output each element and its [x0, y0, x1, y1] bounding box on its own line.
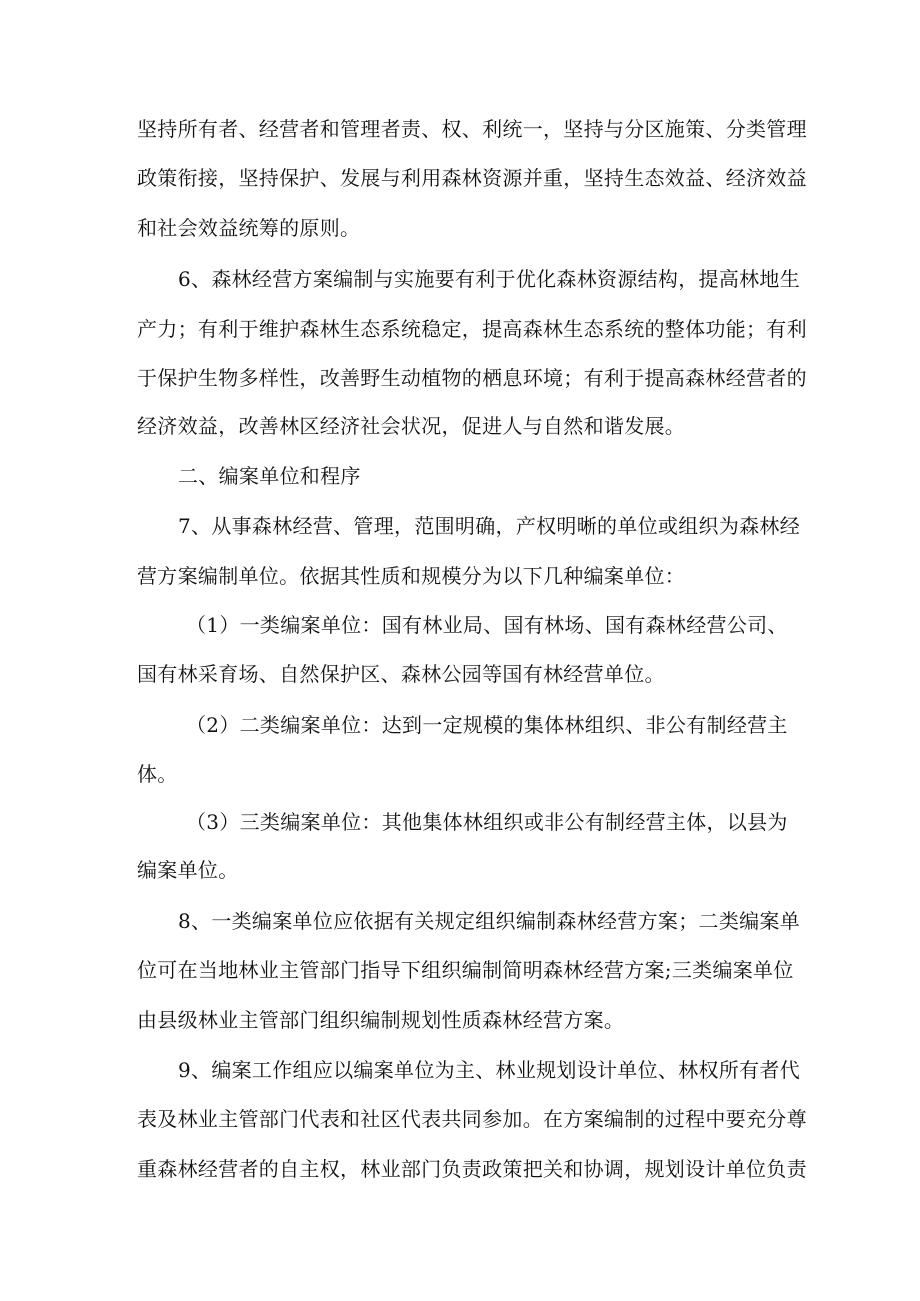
text-line-22: 重森林经营者的自主权，林业部门负责政策把关和协调，规划设计单位负责 — [137, 1157, 807, 1181]
text-line-18: 位可在当地林业主管部门指导下组织编制简明森林经营方案;三类编案单位 — [137, 958, 794, 982]
text-line-16: 编案单位。 — [137, 858, 239, 882]
text-line-4: 6、森林经营方案编制与实施要有利于优化森林资源结构，提高林地生 — [178, 267, 801, 291]
text-line-10: 营方案编制单位。依据其性质和规模分为以下几种编案单位： — [137, 564, 686, 588]
text-line-12: 国有林采育场、自然保护区、森林公园等国有林经营单位。 — [137, 662, 665, 686]
section-heading: 二、编案单位和程序 — [178, 464, 361, 488]
text-line-15: （3）三类编案单位：其他集体林组织或非公有制经营主体，以县为 — [186, 810, 788, 834]
text-line-20: 9、编案工作组应以编案单位为主、林业规划设计单位、林权所有者代 — [178, 1058, 801, 1082]
text-line-9: 7、从事森林经营、管理，范围明确，产权明晰的单位或组织为森林经 — [178, 514, 801, 538]
text-line-5: 产力；有利于维护森林生态系统稳定，提高森林生态系统的整体功能；有利 — [137, 317, 807, 341]
text-line-1: 坚持所有者、经营者和管理者责、权、利统一，坚持与分区施策、分类管理 — [137, 117, 807, 141]
text-line-3: 和社会效益统筹的原则。 — [137, 216, 361, 240]
text-line-19: 由县级林业主管部门组织编制规划性质森林经营方案。 — [137, 1008, 625, 1032]
text-line-7: 经济效益，改善林区经济社会状况，促进人与自然和谐发展。 — [137, 414, 686, 438]
text-line-14: 体。 — [137, 762, 178, 786]
text-line-6: 于保护生物多样性，改善野生动植物的栖息环境；有利于提高森林经营者的 — [137, 366, 807, 390]
text-line-13: （2）二类编案单位：达到一定规模的集体林组织、非公有制经营主 — [186, 713, 788, 737]
text-line-17: 8、一类编案单位应依据有关规定组织编制森林经营方案；二类编案单 — [178, 909, 801, 933]
text-line-11: （1）一类编案单位：国有林业局、国有林场、国有森林经营公司、 — [186, 613, 788, 637]
text-line-2: 政策衔接，坚持保护、发展与利用森林资源并重，坚持生态效益、经济效益 — [137, 166, 807, 190]
text-line-21: 表及林业主管部门代表和社区代表共同参加。在方案编制的过程中要充分尊 — [137, 1107, 807, 1131]
